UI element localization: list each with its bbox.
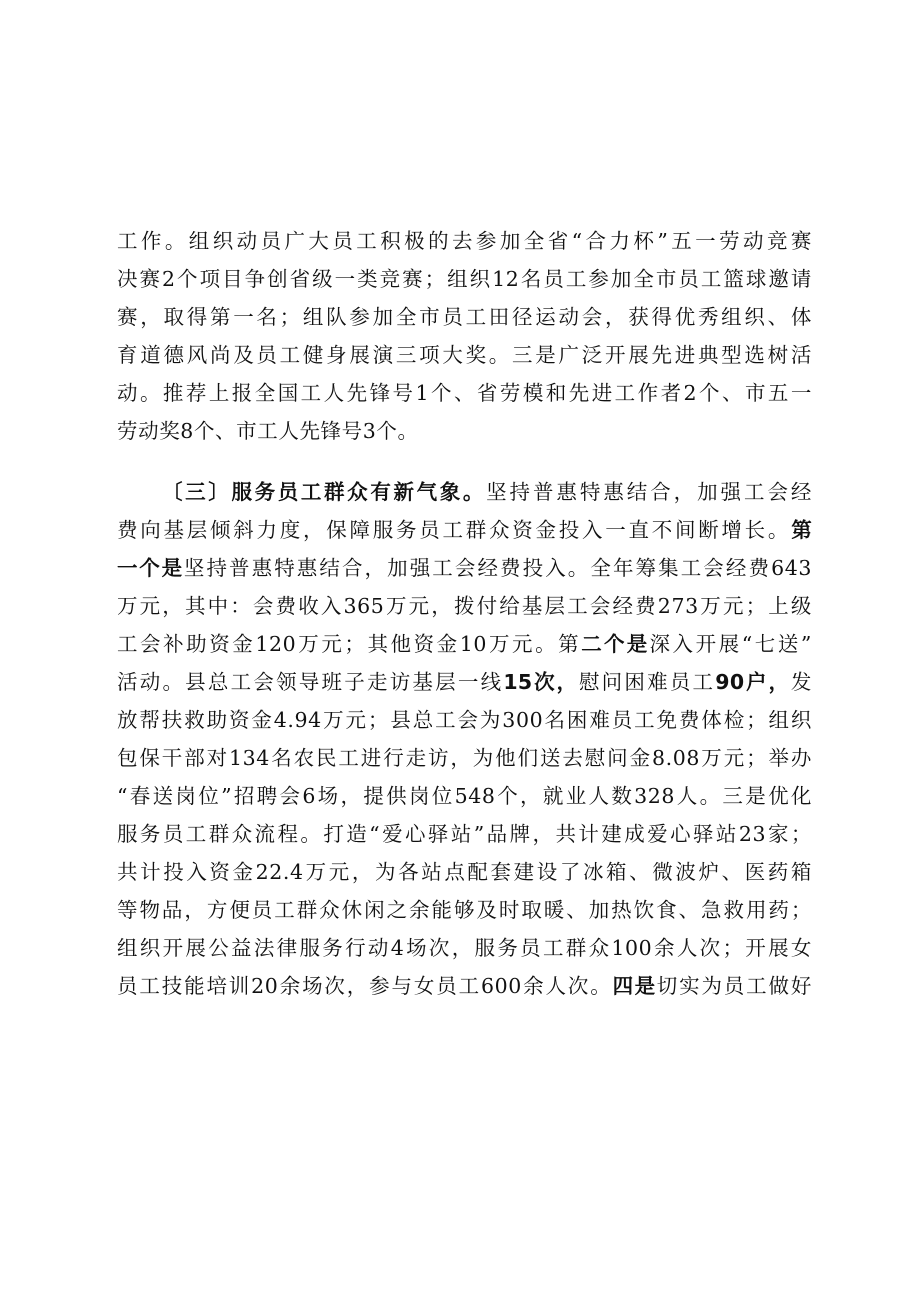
text-run: 坚持普惠特惠结合，加强工会经费投入。全年筹集工会经费643	[183, 556, 812, 580]
paragraph-line: 决赛2个项目争创省级一类竞赛；组织12名员工参加全市员工篮球邀请	[117, 267, 812, 291]
text-run: 发	[790, 670, 813, 694]
text-run: 工会补助资金120万元；其他资金10万元。第	[117, 632, 582, 656]
bold-run: 一个是	[117, 556, 184, 580]
paragraph-line: 育道德风尚及员工健身展演三项大奖。三是广泛开展先进典型选树活	[117, 343, 812, 367]
paragraph-line: 服务员工群众流程。打造“爱心驿站”品牌，共计建成爱心驿站23家；	[117, 822, 812, 846]
paragraph-line-last: 劳动奖8个、市工人先锋号3个。	[117, 419, 419, 443]
bold-run: 二个是	[581, 632, 650, 656]
text-run: 切实为员工做好	[656, 974, 812, 998]
paragraph-line: 万元，其中：会费收入365万元，拨付给基层工会经费273万元；上级	[117, 594, 812, 618]
text-run: 深入开展“七送”	[649, 632, 812, 656]
paragraph-line	[117, 511, 812, 549]
paragraph-line	[117, 625, 812, 663]
paragraph-line: 动。推荐上报全国工人先锋号1个、省劳模和先进工作者2个、市五一	[117, 381, 812, 405]
bold-run: 第	[791, 518, 812, 542]
paragraph-line	[117, 663, 812, 701]
paragraph-line: 组织开展公益法律服务行动4场次，服务员工群众100余人次；开展女	[117, 936, 812, 960]
bold-run: 90户，	[715, 670, 791, 694]
text-run: 费向基层倾斜力度，保障服务员工群众资金投入一直不间断增长。	[117, 518, 792, 542]
paragraph-line: 等物品，方便员工群众休闲之余能够及时取暖、加热饮食、急救用药；	[117, 898, 812, 922]
text-run: 员工技能培训20余场次，参与女员工600余人次。	[117, 974, 613, 998]
bold-run: 四是	[612, 974, 657, 998]
text-run: 活动。县总工会领导班子走访基层一线	[117, 670, 504, 694]
paragraph-line	[117, 549, 812, 587]
paragraph-line: 工作。组织动员广大员工积极的去参加全省“合力杯”五一劳动竞赛	[117, 229, 812, 253]
paragraph-line: 放帮扶救助资金4.94万元；县总工会为300名困难员工免费体检；组织	[117, 708, 812, 732]
bold-run: 15次，	[503, 670, 579, 694]
paragraph-line: 赛，取得第一名；组队参加全市员工田径运动会，获得优秀组织、体	[117, 305, 812, 329]
text-run: 慰问困难员工	[578, 670, 716, 694]
text-run: 坚持普惠特惠结合，加强工会经	[486, 480, 812, 504]
paragraph-line: “春送岗位”招聘会6场，提供岗位548个，就业人数328人。三是优化	[117, 784, 812, 808]
section-heading-line	[162, 473, 812, 511]
paragraph-line	[117, 967, 812, 1005]
paragraph-line: 包保干部对134名农民工进行走访，为他们送去慰问金8.08万元；举办	[117, 746, 812, 770]
paragraph-line: 共计投入资金22.4万元，为各站点配套建设了冰箱、微波炉、医药箱	[117, 860, 812, 884]
section-heading: 〔三〕服务员工群众有新气象。	[162, 480, 487, 504]
